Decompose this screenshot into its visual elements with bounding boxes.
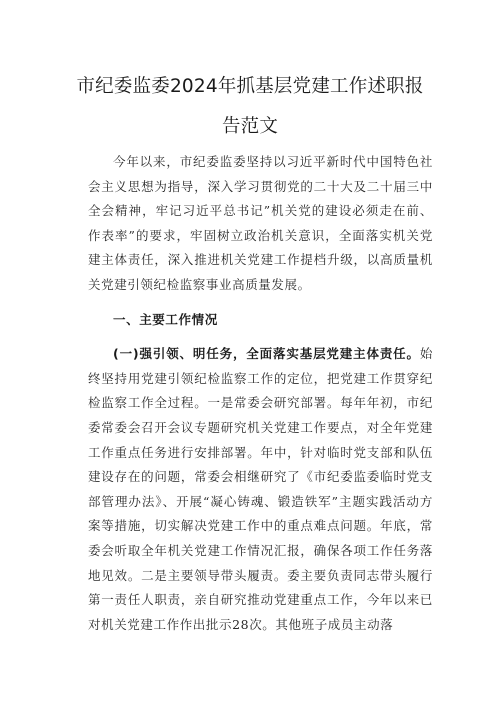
document-body bbox=[88, 150, 433, 637]
document-title-line-1: 市纪委监委2024年抓基层党建工作述职报 bbox=[76, 76, 424, 97]
section-heading-main-work: 一、主要工作情况 bbox=[113, 311, 218, 327]
subsection-body-1: 始终坚持用党建引领纪检监察工作的定位，把党建工作贯穿纪检监察工作全过程。一是常委会研究部署。每年年初，市纪委常委会召开会议专题研究机关党建工作要点，对全年党建工作重点任务进行安排部署。年中，针对临时党支部和队伍建设存在的问题，常委会相继研究了《市纪委监委临时党支部管理办法》、开展“凝心铸魂、锻造铁军”主题实践活动方案等措施，切实解决党建工作中的重点难点问题。年底，常委会听取全年机关党建工作情况汇报，确保各项工作任务落地见效。二是主要领导带头履责。委主要负责同志带头履行第一责任人职责，亲自研究推动党建重点工作，今年以来已对机关党建工作作出批示28次。其他班子成员主动落 bbox=[88, 346, 433, 632]
document-title-line-2: 告范文 bbox=[221, 116, 279, 137]
subsection-paragraph-1 bbox=[88, 342, 433, 637]
subsection-heading-1: (一)强引领、明任务，全面落实基层党建主体责任。 bbox=[113, 346, 420, 362]
intro-paragraph: 今年以来，市纪委监委坚持以习近平新时代中国特色社会主义思想为指导，深入学习贯彻党的二十大及二十届三中全会精神，牢记习近平总书记”机关党的建设必须走在前、作表率”的要求，牢固树立政治机关意识，全面落实机关党建主体责任，深入推进机关党建工作提档升级，以高质量机关党建引领纪检监察事业高质量发展。 bbox=[88, 154, 433, 292]
